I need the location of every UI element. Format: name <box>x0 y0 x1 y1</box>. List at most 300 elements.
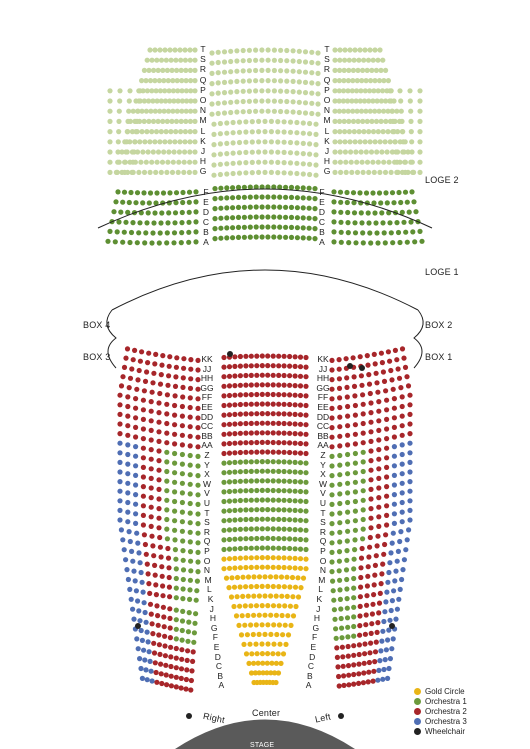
seat[interactable] <box>144 129 149 134</box>
seat[interactable] <box>274 594 279 599</box>
seat[interactable] <box>293 364 298 369</box>
seat[interactable] <box>280 632 285 637</box>
seat[interactable] <box>287 546 292 551</box>
seat[interactable] <box>401 139 406 144</box>
seat[interactable] <box>224 215 229 220</box>
seat[interactable] <box>309 91 314 96</box>
seat[interactable] <box>345 490 350 495</box>
seat[interactable] <box>342 119 347 124</box>
seat[interactable] <box>345 529 350 534</box>
seat[interactable] <box>144 552 149 557</box>
seat[interactable] <box>224 185 229 190</box>
seat[interactable] <box>209 112 214 117</box>
seat[interactable] <box>356 681 361 686</box>
seat[interactable] <box>251 613 256 618</box>
seat[interactable] <box>337 129 342 134</box>
seat[interactable] <box>387 359 392 364</box>
seat[interactable] <box>361 469 366 474</box>
seat[interactable] <box>250 139 255 144</box>
seat[interactable] <box>192 621 197 626</box>
seat[interactable] <box>243 517 248 522</box>
seat[interactable] <box>376 668 381 673</box>
seat[interactable] <box>174 586 179 591</box>
seat[interactable] <box>172 470 177 475</box>
seat[interactable] <box>157 535 162 540</box>
seat[interactable] <box>146 210 151 215</box>
seat[interactable] <box>262 160 267 165</box>
seat[interactable] <box>158 662 163 667</box>
seat[interactable] <box>344 170 349 175</box>
seat[interactable] <box>361 421 366 426</box>
seat[interactable] <box>260 555 265 560</box>
seat[interactable] <box>123 356 128 361</box>
seat[interactable] <box>337 78 342 83</box>
seat[interactable] <box>408 219 413 224</box>
seat[interactable] <box>228 79 233 84</box>
seat[interactable] <box>141 522 146 527</box>
seat[interactable] <box>260 507 265 512</box>
seat[interactable] <box>221 499 226 504</box>
seat[interactable] <box>180 609 185 614</box>
seat[interactable] <box>254 459 259 464</box>
seat[interactable] <box>405 240 410 245</box>
seat[interactable] <box>172 528 177 533</box>
seat[interactable] <box>329 396 334 401</box>
seat[interactable] <box>188 367 193 372</box>
seat[interactable] <box>337 47 342 52</box>
seat[interactable] <box>344 567 349 572</box>
seat[interactable] <box>221 393 226 398</box>
seat[interactable] <box>131 617 136 622</box>
seat[interactable] <box>379 210 384 215</box>
seat[interactable] <box>249 546 254 551</box>
seat[interactable] <box>141 407 146 412</box>
seat[interactable] <box>134 588 139 593</box>
seat[interactable] <box>172 451 177 456</box>
seat[interactable] <box>361 58 366 63</box>
seat[interactable] <box>329 454 334 459</box>
seat[interactable] <box>351 624 356 629</box>
seat[interactable] <box>137 656 142 661</box>
seat[interactable] <box>334 636 339 641</box>
seat[interactable] <box>303 90 308 95</box>
seat[interactable] <box>234 58 239 63</box>
seat[interactable] <box>187 597 192 602</box>
seat[interactable] <box>238 517 243 522</box>
seat[interactable] <box>278 58 283 63</box>
seat[interactable] <box>257 613 262 618</box>
seat[interactable] <box>221 528 226 533</box>
seat[interactable] <box>400 519 405 524</box>
seat[interactable] <box>271 507 276 512</box>
seat[interactable] <box>368 496 373 501</box>
seat[interactable] <box>277 622 282 627</box>
seat[interactable] <box>376 399 381 404</box>
seat[interactable] <box>361 240 366 245</box>
seat[interactable] <box>369 621 374 626</box>
seat[interactable] <box>160 353 165 358</box>
seat[interactable] <box>287 373 292 378</box>
seat[interactable] <box>404 374 409 379</box>
seat[interactable] <box>353 489 358 494</box>
seat[interactable] <box>360 392 365 397</box>
seat[interactable] <box>329 463 334 468</box>
seat[interactable] <box>169 674 174 679</box>
seat[interactable] <box>293 527 298 532</box>
seat[interactable] <box>417 129 422 134</box>
seat[interactable] <box>303 49 308 54</box>
seat[interactable] <box>284 79 289 84</box>
seat[interactable] <box>232 393 237 398</box>
seat[interactable] <box>303 80 308 85</box>
seat[interactable] <box>140 638 145 643</box>
seat[interactable] <box>259 78 264 83</box>
seat[interactable] <box>375 534 380 539</box>
seat[interactable] <box>159 554 164 559</box>
seat[interactable] <box>136 608 141 613</box>
seat[interactable] <box>140 200 145 205</box>
seat[interactable] <box>384 417 389 422</box>
seat[interactable] <box>351 595 356 600</box>
seat[interactable] <box>380 629 385 634</box>
seat[interactable] <box>107 129 112 134</box>
seat[interactable] <box>368 477 373 482</box>
seat[interactable] <box>188 578 193 583</box>
seat[interactable] <box>276 670 281 675</box>
seat[interactable] <box>260 469 265 474</box>
seat[interactable] <box>265 459 270 464</box>
seat[interactable] <box>284 68 289 73</box>
seat[interactable] <box>276 411 281 416</box>
seat[interactable] <box>249 450 254 455</box>
seat[interactable] <box>133 473 138 478</box>
seat[interactable] <box>182 149 187 154</box>
seat[interactable] <box>125 433 130 438</box>
seat[interactable] <box>169 58 174 63</box>
seat[interactable] <box>393 569 398 574</box>
seat[interactable] <box>376 610 381 615</box>
seat[interactable] <box>254 402 259 407</box>
seat[interactable] <box>243 160 248 165</box>
seat[interactable] <box>377 47 382 52</box>
seat[interactable] <box>142 139 147 144</box>
seat[interactable] <box>243 584 248 589</box>
seat[interactable] <box>288 171 293 176</box>
seat[interactable] <box>384 513 389 518</box>
seat[interactable] <box>293 450 298 455</box>
seat[interactable] <box>373 139 378 144</box>
seat[interactable] <box>331 189 336 194</box>
seat[interactable] <box>386 78 391 83</box>
seat[interactable] <box>246 661 251 666</box>
seat[interactable] <box>337 376 342 381</box>
seat[interactable] <box>127 529 132 534</box>
seat[interactable] <box>359 149 364 154</box>
seat[interactable] <box>164 170 169 175</box>
seat[interactable] <box>295 235 300 240</box>
seat[interactable] <box>243 498 248 503</box>
seat[interactable] <box>143 379 148 384</box>
seat[interactable] <box>113 239 118 244</box>
seat[interactable] <box>265 488 270 493</box>
seat[interactable] <box>260 353 265 358</box>
seat[interactable] <box>127 200 132 205</box>
seat[interactable] <box>271 642 276 647</box>
seat[interactable] <box>247 58 252 63</box>
seat[interactable] <box>180 596 185 601</box>
seat[interactable] <box>265 234 270 239</box>
seat[interactable] <box>384 407 389 412</box>
seat[interactable] <box>235 575 240 580</box>
seat[interactable] <box>272 88 277 93</box>
seat[interactable] <box>181 558 186 563</box>
seat[interactable] <box>231 151 236 156</box>
seat[interactable] <box>276 382 281 387</box>
seat[interactable] <box>255 651 260 656</box>
seat[interactable] <box>188 58 193 63</box>
seat[interactable] <box>339 616 344 621</box>
seat[interactable] <box>368 139 373 144</box>
seat[interactable] <box>403 365 408 370</box>
seat[interactable] <box>298 412 303 417</box>
seat[interactable] <box>234 613 239 618</box>
seat[interactable] <box>361 670 366 675</box>
seat[interactable] <box>156 496 161 501</box>
seat[interactable] <box>313 152 318 157</box>
seat[interactable] <box>254 526 259 531</box>
seat[interactable] <box>248 235 253 240</box>
seat[interactable] <box>172 537 177 542</box>
seat[interactable] <box>107 139 112 144</box>
seat[interactable] <box>379 119 384 124</box>
wheelchair-seat[interactable] <box>135 623 141 629</box>
seat[interactable] <box>265 382 270 387</box>
seat[interactable] <box>377 601 382 606</box>
seat[interactable] <box>230 205 235 210</box>
seat[interactable] <box>398 587 403 592</box>
seat[interactable] <box>173 547 178 552</box>
wheelchair-seat[interactable] <box>227 351 233 357</box>
seat[interactable] <box>373 220 378 225</box>
seat[interactable] <box>105 239 110 244</box>
seat[interactable] <box>407 431 412 436</box>
seat[interactable] <box>260 373 265 378</box>
seat[interactable] <box>142 657 147 662</box>
seat[interactable] <box>227 374 232 379</box>
seat[interactable] <box>156 439 161 444</box>
seat[interactable] <box>156 516 161 521</box>
seat[interactable] <box>272 68 277 73</box>
seat[interactable] <box>337 395 342 400</box>
seat[interactable] <box>260 545 265 550</box>
seat[interactable] <box>282 431 287 436</box>
seat[interactable] <box>366 210 371 215</box>
seat[interactable] <box>188 501 193 506</box>
seat[interactable] <box>388 139 393 144</box>
seat[interactable] <box>298 374 303 379</box>
seat[interactable] <box>289 205 294 210</box>
seat[interactable] <box>265 545 270 550</box>
seat[interactable] <box>259 58 264 63</box>
seat[interactable] <box>353 499 358 504</box>
seat[interactable] <box>248 195 253 200</box>
seat[interactable] <box>288 160 293 165</box>
seat[interactable] <box>278 109 283 114</box>
seat[interactable] <box>268 613 273 618</box>
seat[interactable] <box>145 360 150 365</box>
seat[interactable] <box>129 366 134 371</box>
seat[interactable] <box>265 526 270 531</box>
seat[interactable] <box>117 517 122 522</box>
seat[interactable] <box>173 374 178 379</box>
seat[interactable] <box>271 392 276 397</box>
seat[interactable] <box>376 495 381 500</box>
seat[interactable] <box>218 141 223 146</box>
seat[interactable] <box>260 411 265 416</box>
seat[interactable] <box>329 406 334 411</box>
seat[interactable] <box>146 571 151 576</box>
seat[interactable] <box>372 352 377 357</box>
seat[interactable] <box>279 594 284 599</box>
seat[interactable] <box>276 363 281 368</box>
seat[interactable] <box>174 665 179 670</box>
seat[interactable] <box>164 469 169 474</box>
seat[interactable] <box>187 587 192 592</box>
seat[interactable] <box>379 581 384 586</box>
seat[interactable] <box>256 139 261 144</box>
seat[interactable] <box>243 363 248 368</box>
seat[interactable] <box>290 575 295 580</box>
seat[interactable] <box>172 413 177 418</box>
seat[interactable] <box>188 453 193 458</box>
seat[interactable] <box>228 110 233 115</box>
seat[interactable] <box>298 470 303 475</box>
seat[interactable] <box>271 469 276 474</box>
seat[interactable] <box>367 230 372 235</box>
seat[interactable] <box>181 375 186 380</box>
seat[interactable] <box>156 119 161 124</box>
seat[interactable] <box>147 200 152 205</box>
seat[interactable] <box>243 421 248 426</box>
seat[interactable] <box>361 440 366 445</box>
seat[interactable] <box>179 657 184 662</box>
seat[interactable] <box>180 394 185 399</box>
seat[interactable] <box>155 613 160 618</box>
seat[interactable] <box>287 488 292 493</box>
seat[interactable] <box>164 240 169 245</box>
seat[interactable] <box>232 556 237 561</box>
seat[interactable] <box>161 605 166 610</box>
seat[interactable] <box>161 78 166 83</box>
seat[interactable] <box>384 426 389 431</box>
seat[interactable] <box>221 489 226 494</box>
seat[interactable] <box>212 236 217 241</box>
seat[interactable] <box>144 369 149 374</box>
seat[interactable] <box>241 89 246 94</box>
seat[interactable] <box>235 594 240 599</box>
seat[interactable] <box>384 503 389 508</box>
seat[interactable] <box>232 383 237 388</box>
seat[interactable] <box>156 468 161 473</box>
seat[interactable] <box>265 194 270 199</box>
seat[interactable] <box>221 557 226 562</box>
seat[interactable] <box>407 508 412 513</box>
seat[interactable] <box>174 595 179 600</box>
seat[interactable] <box>234 79 239 84</box>
seat[interactable] <box>338 190 343 195</box>
seat[interactable] <box>372 573 377 578</box>
seat[interactable] <box>254 224 259 229</box>
seat[interactable] <box>409 189 414 194</box>
seat[interactable] <box>352 129 357 134</box>
seat[interactable] <box>417 160 422 165</box>
seat[interactable] <box>367 47 372 52</box>
seat[interactable] <box>193 209 198 214</box>
seat[interactable] <box>345 634 350 639</box>
seat[interactable] <box>142 68 147 73</box>
seat[interactable] <box>151 119 156 124</box>
seat[interactable] <box>303 557 308 562</box>
seat[interactable] <box>162 624 167 629</box>
seat[interactable] <box>351 355 356 360</box>
seat[interactable] <box>107 119 112 124</box>
seat[interactable] <box>269 661 274 666</box>
seat[interactable] <box>159 58 164 63</box>
seat[interactable] <box>132 139 137 144</box>
seat[interactable] <box>372 47 377 52</box>
seat[interactable] <box>164 498 169 503</box>
seat[interactable] <box>284 89 289 94</box>
seat[interactable] <box>238 373 243 378</box>
seat[interactable] <box>392 444 397 449</box>
seat[interactable] <box>383 599 388 604</box>
seat[interactable] <box>407 441 412 446</box>
seat[interactable] <box>265 430 270 435</box>
seat[interactable] <box>377 170 382 175</box>
seat[interactable] <box>187 160 192 165</box>
seat[interactable] <box>379 351 384 356</box>
seat[interactable] <box>247 68 252 73</box>
seat[interactable] <box>149 399 154 404</box>
seat[interactable] <box>218 121 223 126</box>
seat[interactable] <box>293 393 298 398</box>
seat[interactable] <box>167 139 172 144</box>
seat[interactable] <box>188 472 193 477</box>
seat[interactable] <box>232 441 237 446</box>
seat[interactable] <box>165 392 170 397</box>
seat[interactable] <box>151 149 156 154</box>
seat[interactable] <box>265 641 270 646</box>
seat[interactable] <box>136 230 141 235</box>
seat[interactable] <box>313 132 318 137</box>
seat[interactable] <box>167 585 172 590</box>
seat[interactable] <box>374 371 379 376</box>
seat[interactable] <box>398 200 403 205</box>
seat[interactable] <box>344 558 349 563</box>
seat[interactable] <box>241 48 246 53</box>
seat[interactable] <box>303 489 308 494</box>
seat[interactable] <box>107 160 112 165</box>
seat[interactable] <box>376 437 381 442</box>
seat[interactable] <box>346 644 351 649</box>
seat[interactable] <box>232 402 237 407</box>
seat[interactable] <box>345 596 350 601</box>
seat[interactable] <box>262 129 267 134</box>
seat[interactable] <box>116 219 121 224</box>
seat[interactable] <box>271 536 276 541</box>
seat[interactable] <box>273 680 278 685</box>
seat[interactable] <box>301 185 306 190</box>
